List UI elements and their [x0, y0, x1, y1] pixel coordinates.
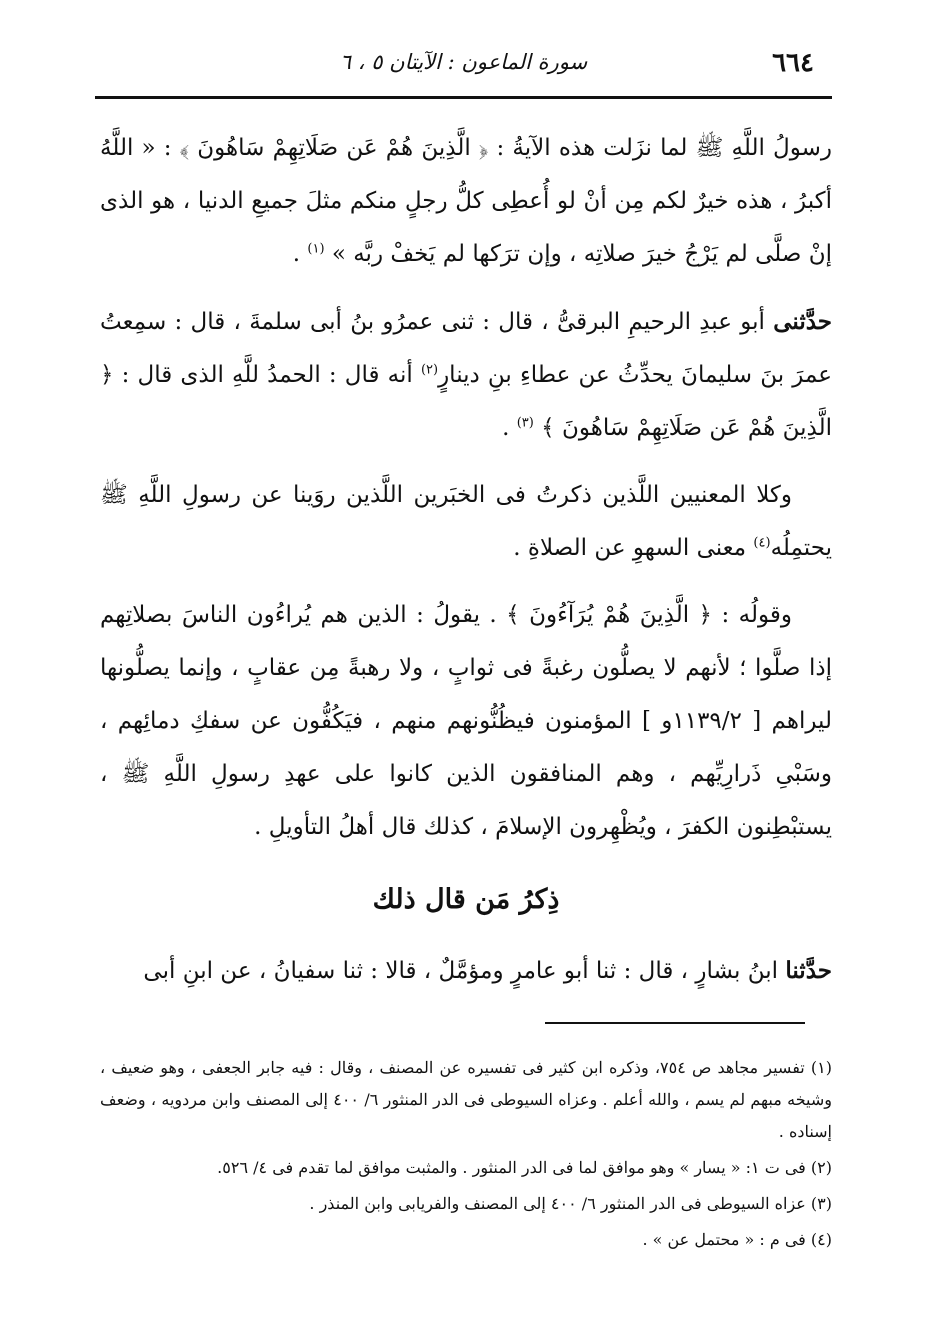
main-text — [100, 122, 832, 1012]
paragraph-text: معنى السهوِ عن الصلاةِ . — [513, 535, 747, 561]
footnote-3: (٣) عزاه السيوطى فى الدر المنثور ٦/ ٤٠٠ إلى المصنف والفريابى وابن المنذر . — [309, 1194, 832, 1213]
footnotes — [100, 1052, 832, 1260]
paragraph-text: وقولُه : ﴿ الَّذِينَ هُمْ يُرَآءُونَ ﴾ . يقولُ : الذين هم يُراءُون الناسَ بصلاتِهم إذا صلَّوا ؛ لأنهم لا يصلُّون رغبةً فى ثوابٍ ، ولا رهبةً مِن عقابٍ ، وإنما يصلُّونها ليراهم [ ١١٣٩/٢و ] المؤمنون فيظُنُّونهم منهم ، فيَكُفُّون عن سفكِ دمائِهم ، وسَبْىِ ذَرارِيِّهم ، وهم المنافقون الذين كانوا على عهدِ رسولِ اللَّهِ ﷺ ، يستبْطِنون الكفرَ ، ويُظْهِرون الإسلامَ ، كذلك قال أهلُ التأويلِ . — [100, 602, 833, 840]
header-divider — [95, 96, 832, 99]
isnad-lead: حدَّثنا — [785, 957, 832, 984]
paragraph-text: أبو عبدِ الرحيمِ البرقىُّ ، قال : ثنى عمرُو بنُ أبى سلمةَ ، قال : سمِعتُ عمرَ بنَ سليمانَ يحدِّثُ عن عطاءِ بنِ دينارٍ — [100, 309, 833, 388]
section-heading: ذِكرُ مَن قال ذلك — [372, 884, 560, 915]
footnote-1: (١) تفسير مجاهد ص ٧٥٤، وذكره ابن كثير فى تفسيره عن المصنف ، وقال : فيه جابر الجعفى ، وهو ضعيف ، وشيخه مبهم لم يسم ، والله أعلم . وعزاه السيوطى فى الدر المنثور ٦/ ٤٠٠ إلى المصنف وابن مردويه ، وضعف إسناده . — [100, 1058, 833, 1141]
footnote-2: (٢) فى ت ١: « يسار » وهو موافق لما فى الدر المنثور . والمثبت موافق لما تقدم فى ٤/ ٥٢٦. — [217, 1158, 832, 1177]
paragraph-text: وكلا المعنيين اللَّذين ذكرتُ فى الخبَرين اللَّذين روَينا عن رسولِ اللَّهِ ﷺ يحتمِلُه — [100, 482, 832, 561]
page-number: ٦٦٤ — [772, 48, 814, 78]
running-head — [95, 42, 832, 92]
isnad-lead: حدَّثنى — [773, 308, 833, 335]
paragraph-text: ابنُ بشارٍ ، قال : ثنا أبو عامرٍ ومؤمَّلٌ ، قالا : ثنا سفيانُ ، عن ابنِ أبى — [143, 958, 779, 984]
footnote-ref-2: (٢) — [420, 362, 439, 378]
footnote-ref-1: (١) — [307, 241, 325, 257]
footnote-ref-3: (٣) — [516, 415, 534, 431]
footnote-4: (٤) فى م : « محتمل عن » . — [642, 1230, 832, 1249]
paragraph-text: أنه قال : الحمدُ للَّهِ الذى قال : ﴿ الَّذِينَ هُمْ عَن صَلَاتِهِمْ سَاهُونَ ﴾ — [100, 362, 832, 441]
surah-title: سورة الماعون : الآيتان ٥ ، ٦ — [339, 50, 588, 74]
footnote-ref-4: (٤) — [753, 535, 771, 551]
paragraph-commentary — [100, 469, 832, 575]
paragraph-hadith-3 — [100, 944, 832, 998]
paragraph-text: رسولُ اللَّهِ ﷺ لما نزَلت هذه الآيةُ : ﴿ الَّذِينَ هُمْ عَن صَلَاتِهِمْ سَاهُونَ ﴾ : « اللَّهُ أكبرُ ، هذه خيرٌ لكم مِن أنْ لو أُعطِى كلُّ رجلٍ منكم مثلَ جميعِ الدنيا ، هو الذى إنْ صلَّى لم يَرْجُ خيرَ صلاتِه ، وإن ترَكها لم يَخفْ ربَّه » — [100, 135, 832, 267]
footnote-divider — [545, 1022, 805, 1024]
paragraph-verse-6 — [100, 589, 832, 854]
paragraph-hadith-2: حدَّثنى أبو عبدِ الرحيمِ البرقىُّ ، قال : ثنى عمرُو بنُ أبى سلمةَ ، قال : سمِعتُ عمرَ بنَ سليمانَ يحدِّثُ عن عطاءِ بنِ دينارٍ$^{(٢)}$ أنه قال : الحمدُ للَّهِ الذى قال : ﴿ الَّذِينَ هُمْ عَن صَلَاتِهِمْ سَاهُونَ ﴾ $^{(٣)}$ . — [100, 308, 833, 441]
paragraph-hadith-1: رسولُ اللَّهِ ﷺ لما نزَلت هذه الآيةُ : ﴿ الَّذِينَ هُمْ عَن صَلَاتِهِمْ سَاهُونَ ﴾ : « اللَّهُ أكبرُ ، هذه خيرٌ لكم مِن أنْ لو أُعطِى كلُّ رجلٍ منكم مثلَ جميعِ الدنيا ، هو الذى إنْ صلَّى لم يَرْجُ خيرَ صلاتِه ، وإن ترَكها لم يَخفْ ربَّه » $^{(١)}$ . — [100, 135, 832, 267]
